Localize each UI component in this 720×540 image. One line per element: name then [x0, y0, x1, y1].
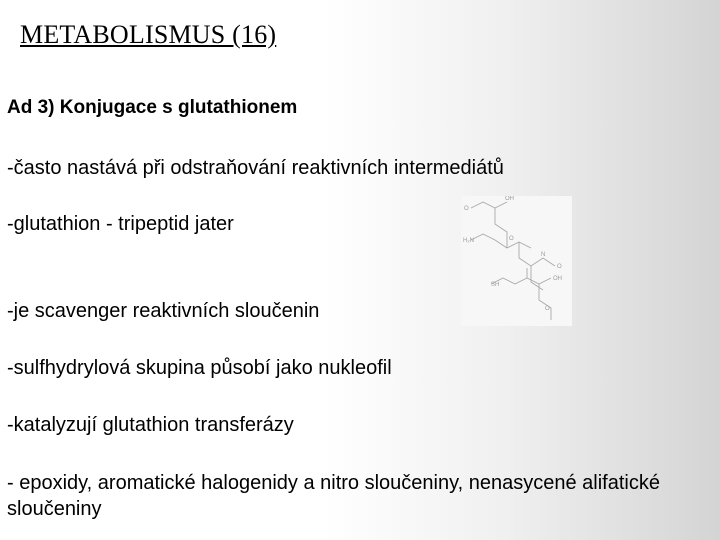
svg-text:SH: SH: [491, 282, 500, 288]
bullet-scavenger: -je scavenger reaktivních sloučenin: [7, 300, 320, 322]
svg-text:OH: OH: [553, 276, 562, 282]
slide-title: METABOLISMUS (16): [20, 20, 277, 49]
svg-text:N: N: [541, 252, 546, 258]
glutathione-structure-image: [461, 196, 572, 326]
bullet-reactive-intermediates: -často nastává při odstraňování reaktivních intermediátů: [7, 157, 504, 179]
svg-text:OH: OH: [505, 196, 514, 202]
bullet-transferases: -katalyzují glutathion transferázy: [7, 414, 294, 436]
bullet-tripeptide: -glutathion - tripeptid jater: [7, 213, 234, 235]
svg-text:O: O: [464, 206, 469, 212]
structure-atom-labels: [463, 196, 562, 312]
svg-text:O: O: [557, 264, 562, 270]
glutathione-structure-icon: [461, 196, 572, 326]
bullet-substrates: - epoxidy, aromatické halogenidy a nitro sloučeniny, nenasycené alifatické sloučeniny: [7, 472, 660, 520]
bullet-sulfhydryl: -sulfhydrylová skupina působí jako nukleofil: [7, 357, 392, 379]
svg-text:O: O: [509, 236, 514, 242]
svg-text:H₂N: H₂N: [463, 238, 474, 244]
slide-subtitle: Ad 3) Konjugace s glutathionem: [7, 97, 298, 118]
svg-text:O: O: [545, 306, 550, 312]
